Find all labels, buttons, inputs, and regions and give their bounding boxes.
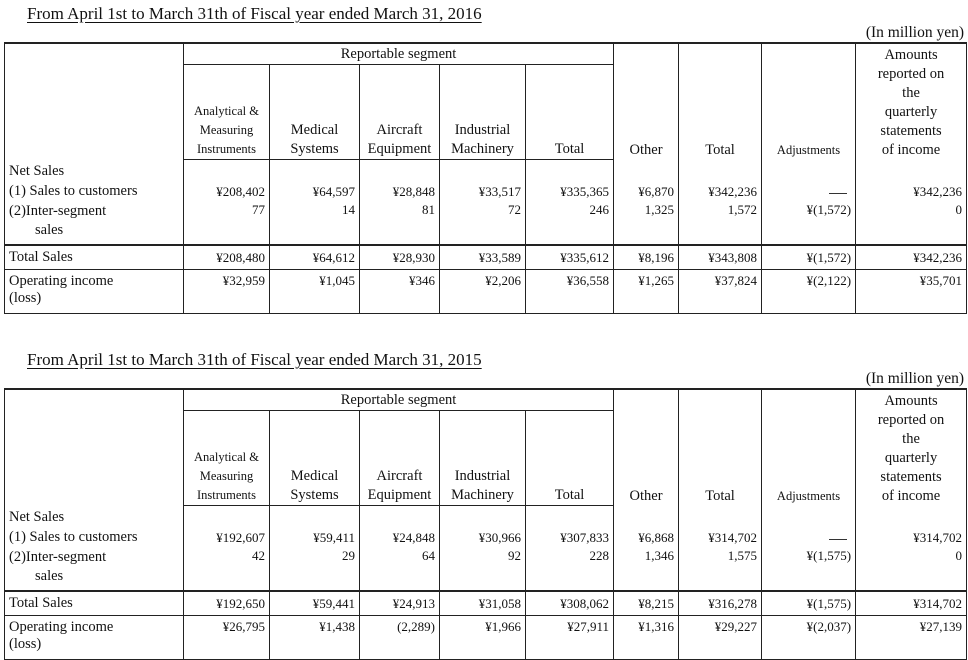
label-line: (loss) [9,290,42,306]
total-sales-total-cell: ¥343,808 [679,245,762,270]
segment-table [4,42,967,314]
inter-segment-reported-cell: 0 [856,546,967,591]
header-line: Instruments [196,488,257,502]
total-sales-adjustments-cell: ¥(1,572) [762,245,856,270]
label-line: Operating income [9,273,114,289]
sales-to-customers-aircraft-cell: ¥28,848 [360,180,440,200]
sales-to-customers-medical-cell: ¥64,597 [270,180,360,200]
inter-segment-medical-cell: 29 [270,546,360,591]
operating-income-industrial-cell: ¥1,966 [440,616,526,660]
reported-line: Amounts [884,392,938,409]
total-sales-adjustments-cell: ¥(1,575) [762,591,856,616]
empty-cell [270,160,360,181]
section-title: From April 1st to March 31th of Fiscal year ended March 31, 2015 [27,350,482,369]
operating-income-adjustments-cell: ¥(2,122) [762,270,856,314]
inter-segment-total-cell: 1,572 [679,200,762,245]
analytical-header [184,65,270,160]
label-line: sales [35,568,64,584]
inter-segment-analytical-cell: 42 [184,546,270,591]
header-line: Instruments [196,142,257,156]
total-sales-other-cell: ¥8,196 [614,245,679,270]
header-line: Machinery [451,141,514,157]
header-line: Equipment [367,141,432,157]
header-line: Equipment [367,487,432,503]
label-line: sales [35,222,64,238]
empty-cell [762,160,856,181]
empty-cell [526,160,614,181]
inter-segment-total-cell: 1,575 [679,546,762,591]
operating-income-medical-cell: ¥1,045 [270,270,360,314]
operating-income-other-cell: ¥1,316 [614,616,679,660]
reportable-segment-header: Reportable segment [184,389,614,411]
operating-income-other-cell: ¥1,265 [614,270,679,314]
net-sales-label: Net Sales [5,160,184,181]
reported-line: the [902,84,920,101]
empty-cell [856,160,967,181]
aircraft-header [360,65,440,160]
total-sales-medical-cell: ¥64,612 [270,245,360,270]
sales-to-customers-total-cell: ¥314,702 [679,526,762,546]
header-line: Machinery [451,487,514,503]
reportable-segment-header: Reportable segment [184,43,614,65]
reported-line: the [902,430,920,447]
inter-segment-medical-cell: 14 [270,200,360,245]
operating-income-analytical-cell: ¥26,795 [184,616,270,660]
sales-to-customers-industrial-cell: ¥33,517 [440,180,526,200]
reported-line: quarterly [884,449,938,466]
inter-segment-aircraft-cell: 64 [360,546,440,591]
row-label-header [5,43,184,160]
operating-income-label [5,616,184,660]
total-sales-other-cell: ¥8,215 [614,591,679,616]
sales-to-customers-adjustments-cell [762,526,856,546]
total-sales-reported-cell: ¥342,236 [856,245,967,270]
industrial-header [440,411,526,506]
reported-line: of income [881,487,941,504]
empty-cell [440,506,526,527]
sales-to-customers-segment-total-cell: ¥307,833 [526,526,614,546]
inter-segment-analytical-cell: 77 [184,200,270,245]
sales-to-customers-other-cell: ¥6,870 [614,180,679,200]
header-line: Medical [290,122,339,138]
label-line: Operating income [9,619,114,635]
total-sales-aircraft-cell: ¥24,913 [360,591,440,616]
total-sales-segment-total-cell: ¥335,612 [526,245,614,270]
header-line: Measuring [199,469,254,483]
reported-line: Amounts [884,46,938,63]
total-sales-medical-cell: ¥59,441 [270,591,360,616]
adjustments-header: Adjustments [762,389,856,506]
header-line: Systems [290,487,339,503]
header-line: Aircraft [376,468,423,484]
header-line: Medical [290,468,339,484]
empty-cell [184,160,270,181]
operating-income-total-cell: ¥29,227 [679,616,762,660]
empty-cell [184,506,270,527]
reported-line: reported on [877,65,945,82]
inter-segment-adjustments-cell: ¥(1,575) [762,546,856,591]
label-line: (loss) [9,636,42,652]
segment-table [4,388,967,660]
operating-income-label [5,270,184,314]
adjustments-header: Adjustments [762,43,856,160]
operating-income-industrial-cell: ¥2,206 [440,270,526,314]
sales-to-customers-reported-cell: ¥342,236 [856,180,967,200]
total-sales-industrial-cell: ¥33,589 [440,245,526,270]
operating-income-segment-total-cell: ¥36,558 [526,270,614,314]
sales-to-customers-industrial-cell: ¥30,966 [440,526,526,546]
dash-mark [829,539,847,540]
total-sales-total-cell: ¥316,278 [679,591,762,616]
empty-cell [679,160,762,181]
empty-cell [614,160,679,181]
operating-income-total-cell: ¥37,824 [679,270,762,314]
industrial-header [440,65,526,160]
medical-header [270,411,360,506]
empty-cell [360,506,440,527]
reported-line: of income [881,141,941,158]
total-sales-aircraft-cell: ¥28,930 [360,245,440,270]
row-label-header [5,389,184,506]
total-sales-reported-cell: ¥314,702 [856,591,967,616]
reported-line: reported on [877,411,945,428]
reported-amounts-header [856,389,967,506]
empty-cell [270,506,360,527]
reported-line: statements [880,122,942,139]
segment-total-header: Total [526,411,614,506]
operating-income-aircraft-cell: ¥346 [360,270,440,314]
operating-income-medical-cell: ¥1,438 [270,616,360,660]
operating-income-reported-cell: ¥27,139 [856,616,967,660]
sales-to-customers-analytical-cell: ¥192,607 [184,526,270,546]
sales-to-customers-aircraft-cell: ¥24,848 [360,526,440,546]
total-sales-label: Total Sales [5,591,184,616]
aircraft-header [360,411,440,506]
net-sales-label: Net Sales [5,506,184,527]
header-line: Industrial [454,122,511,138]
header-line: Analytical & [194,450,259,464]
inter-segment-adjustments-cell: ¥(1,572) [762,200,856,245]
inter-segment-label [5,200,184,245]
sales-to-customers-label: (1) Sales to customers [5,526,184,546]
total-sales-industrial-cell: ¥31,058 [440,591,526,616]
header-line: Measuring [199,123,254,137]
header-line: Aircraft [376,122,423,138]
sales-to-customers-label: (1) Sales to customers [5,180,184,200]
inter-segment-other-cell: 1,325 [614,200,679,245]
header-line: Industrial [454,468,511,484]
operating-income-aircraft-cell: (2,289) [360,616,440,660]
reported-amounts-header [856,43,967,160]
total-header: Total [679,389,762,506]
other-header: Other [614,43,679,160]
empty-cell [679,506,762,527]
inter-segment-industrial-cell: 72 [440,200,526,245]
total-sales-label: Total Sales [5,245,184,270]
total-sales-analytical-cell: ¥192,650 [184,591,270,616]
label-line: (2)Inter-segment [9,549,107,565]
operating-income-adjustments-cell: ¥(2,037) [762,616,856,660]
sales-to-customers-segment-total-cell: ¥335,365 [526,180,614,200]
other-header: Other [614,389,679,506]
inter-segment-segment-total-cell: 246 [526,200,614,245]
inter-segment-industrial-cell: 92 [440,546,526,591]
unit-label: (In million yen) [865,370,964,387]
header-line: Systems [290,141,339,157]
inter-segment-other-cell: 1,346 [614,546,679,591]
operating-income-segment-total-cell: ¥27,911 [526,616,614,660]
inter-segment-reported-cell: 0 [856,200,967,245]
sales-to-customers-medical-cell: ¥59,411 [270,526,360,546]
empty-cell [762,506,856,527]
sales-to-customers-total-cell: ¥342,236 [679,180,762,200]
segment-total-header: Total [526,65,614,160]
section-title: From April 1st to March 31th of Fiscal year ended March 31, 2016 [27,4,482,23]
dash-mark [829,193,847,194]
inter-segment-segment-total-cell: 228 [526,546,614,591]
sales-to-customers-reported-cell: ¥314,702 [856,526,967,546]
total-sales-analytical-cell: ¥208,480 [184,245,270,270]
reported-line: statements [880,468,942,485]
sales-to-customers-adjustments-cell [762,180,856,200]
sales-to-customers-other-cell: ¥6,868 [614,526,679,546]
label-line: (2)Inter-segment [9,203,107,219]
inter-segment-aircraft-cell: 81 [360,200,440,245]
header-line: Analytical & [194,104,259,118]
empty-cell [856,506,967,527]
total-sales-segment-total-cell: ¥308,062 [526,591,614,616]
analytical-header [184,411,270,506]
sales-to-customers-analytical-cell: ¥208,402 [184,180,270,200]
operating-income-analytical-cell: ¥32,959 [184,270,270,314]
total-header: Total [679,43,762,160]
empty-cell [360,160,440,181]
empty-cell [526,506,614,527]
reported-line: quarterly [884,103,938,120]
inter-segment-label [5,546,184,591]
medical-header [270,65,360,160]
empty-cell [440,160,526,181]
empty-cell [614,506,679,527]
unit-label: (In million yen) [865,24,964,41]
operating-income-reported-cell: ¥35,701 [856,270,967,314]
